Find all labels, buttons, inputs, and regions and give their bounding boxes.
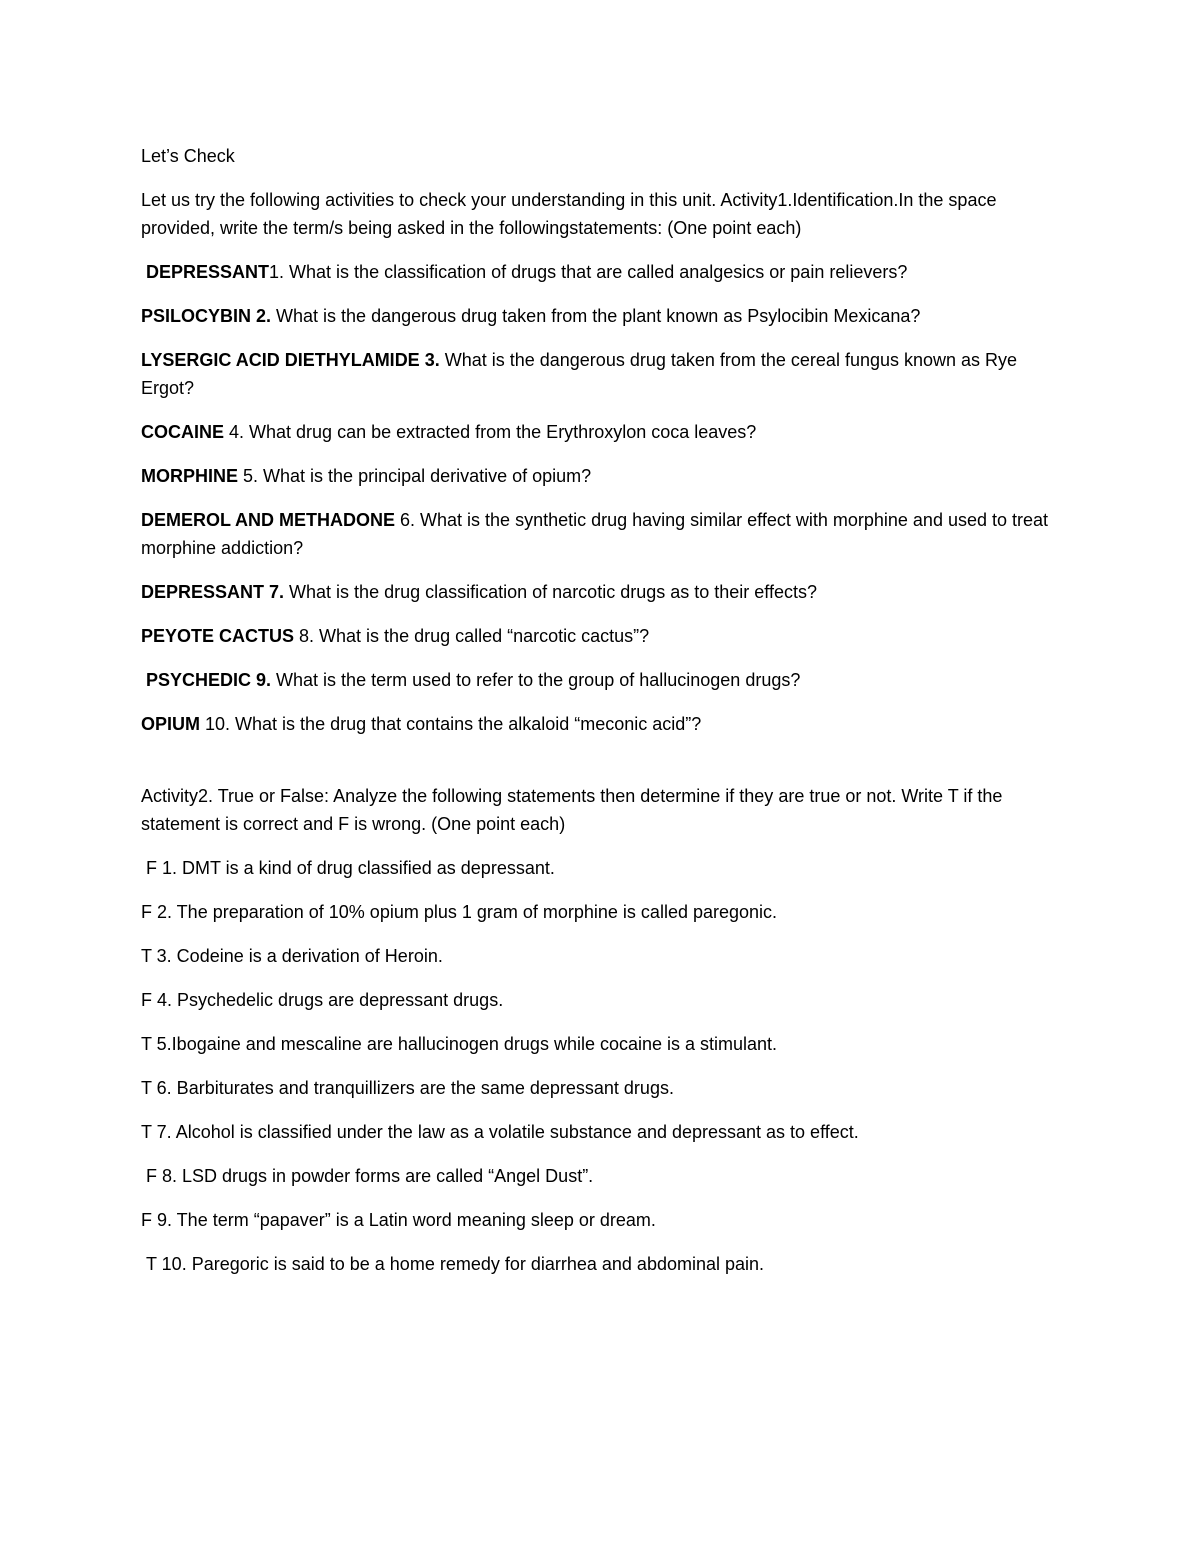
item-number: 8. <box>294 626 315 646</box>
true-false-item: T 10. Paregoric is said to be a home remedy for diarrhea and abdominal pain. <box>146 1254 765 1274</box>
true-false-item: F 4. Psychedelic drugs are depressant drugs. <box>141 990 504 1010</box>
item-number: 1. <box>269 262 285 282</box>
item-number: 5. <box>238 466 259 486</box>
identification-item <box>141 462 1061 490</box>
question-text: What is the dangerous drug taken from the plant known as Psylocibin Mexicana? <box>271 306 921 326</box>
answer-text: DEMEROL AND METHADONE <box>141 510 396 530</box>
answer-text: DEPRESSANT <box>141 582 265 602</box>
true-false-item: T 6. Barbiturates and tranquillizers are the same depressant drugs. <box>141 1078 674 1098</box>
identification-item <box>141 578 1061 606</box>
answer-text: LYSERGIC ACID DIETHYLAMIDE <box>141 350 420 370</box>
section-heading: Let’s Check <box>141 146 235 166</box>
item-number: 3. <box>419 350 440 370</box>
answer-text: OPIUM <box>141 714 201 734</box>
identification-item <box>141 666 1061 694</box>
item-number: 9. <box>251 670 272 690</box>
true-false-item: F 8. LSD drugs in powder forms are called “Angel Dust”. <box>146 1166 594 1186</box>
answer-text: MORPHINE <box>141 466 239 486</box>
identification-item <box>141 710 1061 738</box>
activity2-section <box>141 782 1061 1278</box>
activity1-list <box>141 258 1061 738</box>
item-number: 7. <box>264 582 285 602</box>
true-false-item: T 7. Alcohol is classified under the law as a volatile substance and depressant as to effect. <box>141 1122 859 1142</box>
answer-text: PEYOTE CACTUS <box>141 626 295 646</box>
question-text: What is the drug called “narcotic cactus”? <box>314 626 650 646</box>
question-text: What is the term used to refer to the group of hallucinogen drugs? <box>271 670 801 690</box>
question-text: What is the classification of drugs that are called analgesics or pain relievers? <box>284 262 908 282</box>
answer-text: PSILOCYBIN <box>141 306 252 326</box>
question-text: What is the drug classification of narcotic drugs as to their effects? <box>284 582 817 602</box>
answer-text: COCAINE <box>141 422 225 442</box>
identification-item <box>141 506 1061 562</box>
question-text: What is the drug that contains the alkaloid “meconic acid”? <box>230 714 702 734</box>
item-number: 4. <box>224 422 245 442</box>
identification-item <box>141 258 1061 286</box>
activity2-instruction: Activity2. True or False: Analyze the following statements then determine if they are true or not. Write T if the statement is correct and F is wrong. (One point each) <box>141 786 1003 834</box>
answer-text: DEPRESSANT <box>146 262 270 282</box>
item-number: 2. <box>251 306 272 326</box>
identification-item <box>141 418 1061 446</box>
document-content <box>141 142 1061 1294</box>
identification-item <box>141 346 1061 402</box>
identification-item <box>141 622 1061 650</box>
true-false-item: T 5.Ibogaine and mescaline are hallucinogen drugs while cocaine is a stimulant. <box>141 1034 778 1054</box>
true-false-item: F 9. The term “papaver” is a Latin word meaning sleep or dream. <box>141 1210 656 1230</box>
answer-text: PSYCHEDIC <box>146 670 252 690</box>
question-text: What is the principal derivative of opium? <box>258 466 592 486</box>
item-number: 10. <box>200 714 231 734</box>
true-false-item: F 1. DMT is a kind of drug classified as depressant. <box>146 858 555 878</box>
item-number: 6. <box>395 510 416 530</box>
true-false-item: T 3. Codeine is a derivation of Heroin. <box>141 946 443 966</box>
question-text: What drug can be extracted from the Erythroxylon coca leaves? <box>244 422 757 442</box>
question-text: What is the dangerous drug taken from the cereal fungus known as Rye Ergot? <box>141 350 1018 398</box>
question-text: What is the synthetic drug having similar effect with morphine and used to treat morphine addiction? <box>141 510 1049 558</box>
true-false-item: F 2. The preparation of 10% opium plus 1 gram of morphine is called paregonic. <box>141 902 778 922</box>
identification-item <box>141 302 1061 330</box>
intro-paragraph: Let us try the following activities to check your understanding in this unit. Activity1.Identification.In the space provided, write the term/s being asked in the followingstatements: (One point each) <box>141 190 997 238</box>
